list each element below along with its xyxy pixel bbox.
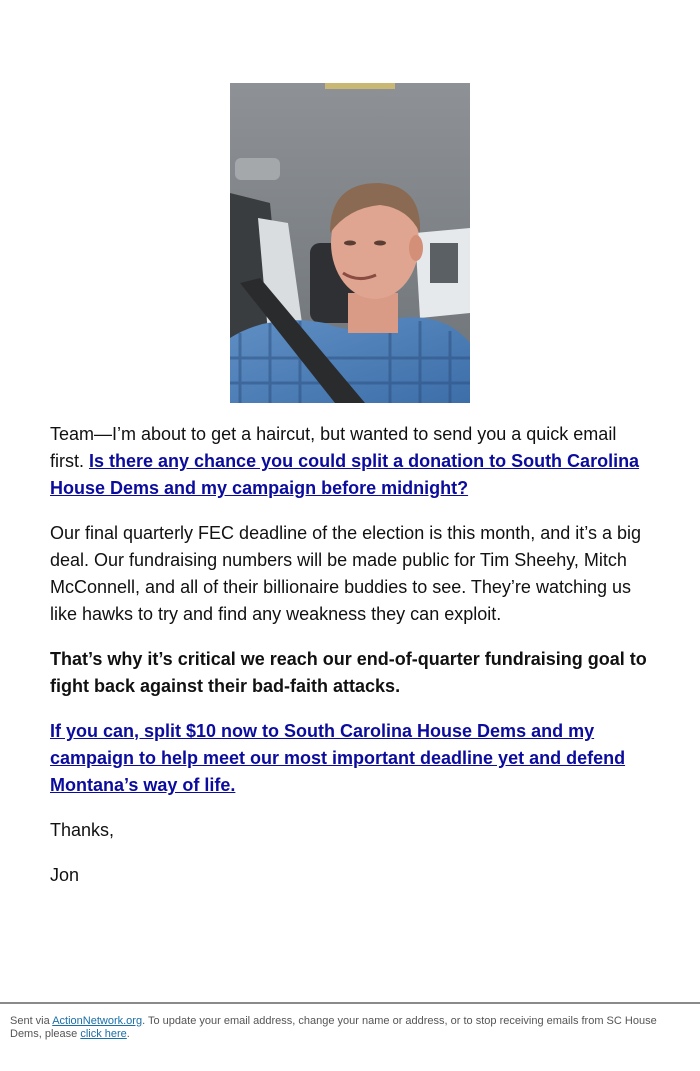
actionnetwork-link[interactable]: ActionNetwork.org [52,1015,143,1027]
paragraph-deadline: Our final quarterly FEC deadline of the election is this month, and it’s a big deal. Our fundraising numbers will be made public for Tim Sheehy, Mitch McConnell, and all of their billionaire buddies to see. They’re watching us like hawks to try and find any weakness they can exploit. [50,523,641,624]
click-here-link[interactable]: click here [80,1028,127,1040]
footer-prefix: Sent via [10,1015,53,1027]
footer-suffix: . [126,1028,130,1040]
man-in-car-photo [230,83,470,403]
footer-middle: . To update your email address, change your name or address, or to stop receiving emails from SC House Dems, please [10,1015,657,1040]
split-ten-dollars-link[interactable]: If you can, split $10 now to South Carolina House Dems and my campaign to help meet our most important deadline yet and defend Montana’s way of life. [50,721,626,795]
header-photo [230,83,470,403]
paragraph-goal: That’s why it’s critical we reach our end-of-quarter fundraising goal to fight back against their bad-faith attacks. [50,649,647,696]
paragraph-intro [50,421,655,502]
split-donation-link[interactable]: Is there any chance you could split a donation to South Carolina House Dems and my campaign before midnight? [50,451,640,498]
signature: Jon [50,865,80,885]
email-body [50,421,655,907]
email-footer [0,1002,700,1041]
paragraph-cta [50,718,655,799]
intro-text: Team—I’m about to get a haircut, but wanted to send you a quick email first. [50,424,617,471]
closing: Thanks, [50,820,115,840]
